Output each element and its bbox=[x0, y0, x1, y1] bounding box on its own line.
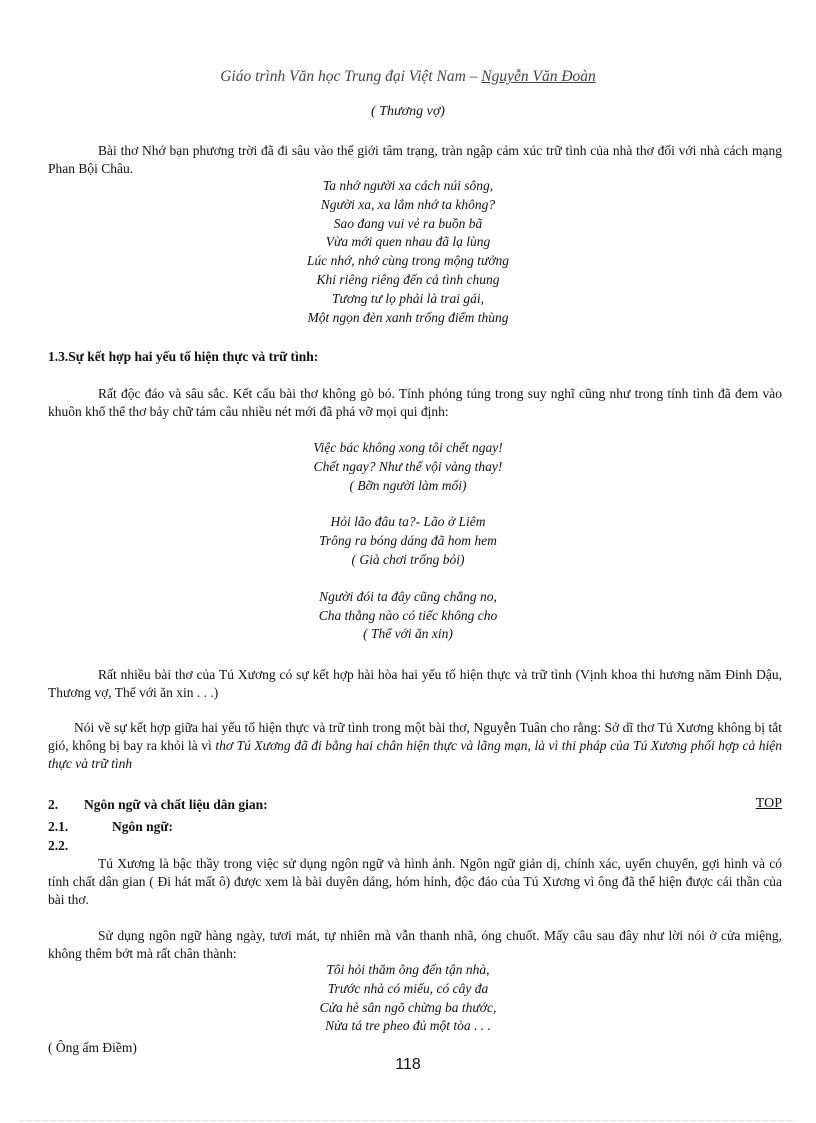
poem-line: Một ngọn đèn xanh trống điểm thùng bbox=[307, 309, 509, 325]
section-heading-2-1 bbox=[48, 819, 173, 835]
paragraph-everyday-language: Sử dụng ngôn ngữ hàng ngày, tươi mát, tự nhiên mà vẫn thanh nhã, óng chuốt. Mấy câu sau đây như lời nói ở cửa miệng, không thêm bớt mà rất chân thành: bbox=[48, 928, 782, 961]
poem-line: Trước nhà có miếu, có cây đa bbox=[327, 980, 489, 996]
poem-line: Trông ra bóng dáng đã hom hem bbox=[319, 533, 497, 549]
paragraph-structure: Rất độc đáo và sâu sắc. Kết cấu bài thơ không gò bó. Tính phóng túng trong suy nghĩ cũng như trong tính tình đã đem vào khuôn khổ thể thơ bảy chữ tám câu nhiều nét mới đã phá vỡ mọi qui định: bbox=[48, 386, 782, 419]
section-heading-1-3: 1.3.Sự kết hợp hai yếu tố hiện thực và trữ tình: bbox=[48, 349, 319, 364]
paragraph-harmony: Rất nhiều bài thơ của Tú Xương có sự kết hợp hài hòa hai yếu tố hiện thực và trữ tình (Vịnh khoa thi hương năm Đinh Dậu, Thương vợ, Thể với ăn xin . . .) bbox=[48, 667, 782, 700]
poem-title: ( Thương vợ) bbox=[371, 104, 445, 119]
poem-line: Người xa, xa lắm nhớ ta không? bbox=[320, 196, 496, 212]
page-bottom-divider bbox=[20, 1120, 796, 1121]
top-link[interactable]: TOP bbox=[755, 796, 782, 811]
paragraph-language: Tú Xương là bậc thầy trong việc sử dụng ngôn ngữ và hình ảnh. Ngôn ngữ giản dị, chính xác, uyển chuyển, gợi hình và có tính chất dân gian ( Đi hát mất ô) được xem là bài duyên dáng, hóm hỉnh, độc đáo của Tú Xương vì ông đã thể hiện được cái thần của bài thơ. bbox=[48, 856, 782, 907]
poem-line: Người đói ta đây cũng chẳng no, bbox=[319, 588, 497, 604]
poem-line: Ta nhớ người xa cách núi sông, bbox=[322, 178, 494, 193]
poem-line: Sao đang vui vẻ ra buồn bã bbox=[333, 215, 483, 231]
section-heading-2 bbox=[48, 797, 268, 813]
section-title: Ngôn ngữ: bbox=[112, 819, 173, 834]
quote-italic: thơ Tú Xương đã đi bằng hai chân hiện thực và lãng mạn, là vì thi pháp của Tú Xương phối hợp cả hiện thực và trữ tình bbox=[48, 738, 782, 771]
poem-line: Lúc nhớ, nhớ cùng trong mộng tưởng bbox=[306, 253, 510, 269]
section-heading-2-2 bbox=[48, 838, 68, 854]
poem-line: Vừa mới quen nhau đã lạ lùng bbox=[325, 234, 491, 250]
poem-line: Khi riêng riêng đến cả tình chung bbox=[316, 271, 500, 287]
poem-source: ( Thể với ăn xin) bbox=[363, 626, 453, 642]
poem-line: Chết ngay? Như thế vội vàng thay! bbox=[313, 458, 503, 474]
quote-intro: Nói về sự kết hợp giữa hai yếu tố hiện thực và trữ tình trong một bài thơ, Nguyễn Tuân cho rằng: Sở dĩ thơ Tú Xương không bị tắt gió, không bị bay ra khỏi là vì bbox=[48, 720, 782, 753]
poem-line: Nửa tá tre pheo đủ một tòa . . . bbox=[325, 1018, 491, 1034]
section-title: Ngôn ngữ và chất liệu dân gian: bbox=[84, 797, 268, 812]
page-header bbox=[0, 68, 816, 86]
poem-source: ( Ông ấm Điềm) bbox=[48, 1040, 137, 1055]
poem-line: Cửa hè sân ngõ chừng ba thước, bbox=[319, 999, 497, 1015]
poem-line: Tôi hỏi thăm ông đến tận nhà, bbox=[326, 962, 490, 977]
poem-line: Tương tư lọ phải là trai gái, bbox=[331, 290, 485, 306]
poem-source: ( Già chơi trống bỏi) bbox=[351, 551, 465, 567]
paragraph-intro: Bài thơ Nhớ bạn phương trời đã đi sâu vào thế giới tâm trạng, tràn ngập cảm xúc trữ tình của nhà thơ đối với nhà cách mạng Phan Bội Châu. bbox=[48, 143, 782, 176]
page-number: 118 bbox=[395, 1056, 421, 1073]
poem-source: ( Bỡn người làm mối) bbox=[349, 477, 467, 493]
header-title: Giáo trình Văn học Trung đại Việt Nam – bbox=[220, 68, 482, 85]
section-number: 2.2. bbox=[48, 838, 69, 853]
section-number: 2.1. bbox=[48, 819, 69, 834]
poem-line: Việc bác không xong tôi chết ngay! bbox=[313, 440, 503, 455]
header-author: Nguyễn Văn Đoàn bbox=[481, 68, 596, 85]
poem-excerpts bbox=[0, 439, 816, 644]
poem-ong-am-diem bbox=[0, 961, 816, 1036]
poem-line: Cha thằng nào có tiếc không cho bbox=[318, 607, 498, 623]
paragraph-nguyen-tuan bbox=[48, 719, 782, 773]
poem-line: Hỏi lão đâu ta?- Lão ở Liêm bbox=[330, 514, 486, 530]
poem-nho-ban bbox=[0, 177, 816, 327]
section-number: 2. bbox=[48, 797, 59, 812]
